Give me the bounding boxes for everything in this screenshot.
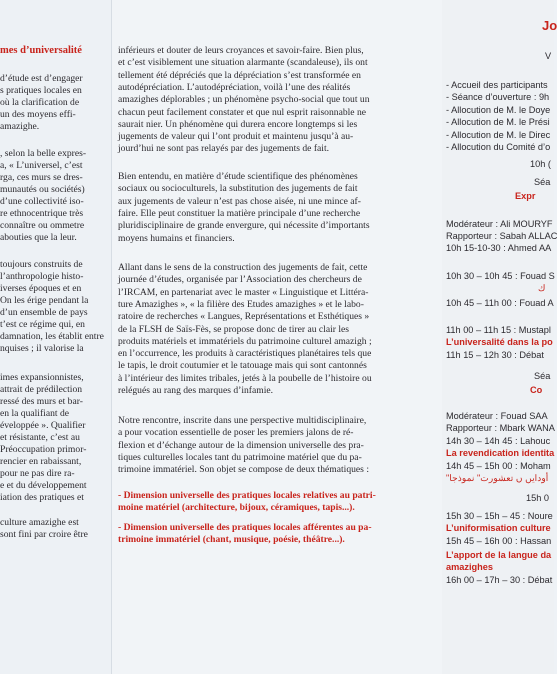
- talk-8-title-line-2: amazighes: [446, 562, 493, 572]
- body-paragraph-line: et c’est visiblement une situation alarmante (scandaleuse), ils ont: [118, 57, 368, 69]
- left-text-line: ressé des murs et bar-: [0, 396, 83, 407]
- body-paragraph-line: en l’occurrence, les produits à caractéristiques planétaires tels que: [118, 348, 372, 360]
- body-paragraph-line: Allant dans le sens de la construction des jugements de fait, cette: [118, 262, 368, 273]
- talk-4: 11h 00 – 11h 15 : Mustapl: [446, 325, 551, 335]
- body-paragraph-line: chacun peut facilement constater et que nul esprit raisonnable ne: [118, 106, 367, 118]
- body-paragraph-line: de la FLSH de Saïs-Fès, se propose donc de tirer au clair les: [118, 323, 349, 335]
- body-paragraph-line: flexion et d’échange autour de la dimension universelle des pra-: [118, 439, 364, 451]
- talk-8-title-line-1: L’apport de la langue da: [446, 550, 552, 560]
- left-text-line: iverses époques et en: [0, 283, 82, 294]
- body-paragraph-line: autodépréciation. L’autodépréciation, voilà l’une des réalités: [118, 81, 351, 93]
- theme-line: trimoine immatériel (chant, musique, poésie, théâtre...).: [118, 534, 345, 546]
- left-text-line: rga, ces murs se dres-: [0, 172, 83, 183]
- body-paragraph-line: saurait nier. Un phénomène qui durera encore longtemps si les: [118, 118, 358, 130]
- break-2: 15h 0: [526, 493, 549, 503]
- left-text-line: nquises ; il valorise la: [0, 343, 84, 354]
- left-text-line: d’un ensemble de pays: [0, 307, 88, 318]
- left-text-line: l’anthropologie histo-: [0, 271, 84, 282]
- left-text-line: munautés ou sociétés): [0, 184, 85, 195]
- session-2-label: Séa: [534, 371, 551, 381]
- body-paragraph-line: Notre rencontre, inscrite dans une perspective multidisciplinaire,: [118, 415, 367, 426]
- body-paragraph-line: journée d’études, organisée par l’Association des chercheurs de: [118, 274, 362, 286]
- talk-5-title: La revendication identita: [446, 448, 555, 458]
- talk-2: 10h 30 – 10h 45 : Fouad S: [446, 271, 555, 281]
- body-paragraph-line: inférieurs et douter de leurs croyances et savoir-faire. Bien plus,: [118, 45, 364, 56]
- body-paragraph-line: aux jugements de valeur n’est pas chose aisée, ni une mince af-: [118, 195, 361, 207]
- body-paragraph-line: ture Amazighes », « la filière des Etudes amazighes » et le labo-: [118, 298, 364, 310]
- moderator-2: Modérateur : Fouad SAA: [446, 411, 548, 421]
- body-paragraph-line: à l’intérieur des limites tribales, jetés à la poubelle de l’histoire ou: [118, 372, 372, 384]
- left-text-line: et résistante, c’est au: [0, 432, 80, 443]
- left-text-line: toujours construits de: [0, 259, 83, 270]
- body-paragraph-line: ratoire de recherches « Langues, Représentations et Esthétiques »: [118, 311, 370, 323]
- talk-7-title: L’uniformisation culture: [446, 523, 551, 533]
- opening-item: - Allocution de M. le Direc: [446, 129, 551, 140]
- left-text-line: e et du développement: [0, 480, 87, 491]
- left-text-line: éveloppée ». Qualifier: [0, 420, 86, 431]
- body-paragraph-line: jourd’hui ne sont pas relayés par des jugements de fait.: [118, 143, 330, 155]
- body-paragraph-line: moyens humains et financiers.: [118, 232, 235, 244]
- talk-8: 15h 45 – 16h 00 : Hassan: [446, 536, 552, 546]
- left-text-line: d’une collectivité iso-: [0, 196, 84, 207]
- body-paragraph-line: Bien entendu, en matière d’étude scientifique des phénomènes: [118, 171, 358, 182]
- program-subtitle: V: [545, 51, 552, 61]
- break-time: 10h (: [530, 159, 551, 169]
- debate-2: 16h 00 – 17h – 30 : Débat: [446, 575, 553, 585]
- left-text-line: t’est ce régime qui, en: [0, 319, 85, 330]
- left-text-line: un des moyens effi-: [0, 109, 76, 120]
- talk-5: 14h 30 – 14h 45 : Lahouc: [446, 436, 551, 446]
- body-paragraph-line: a pour vocation essentielle de poser les premiers jalons de ré-: [118, 427, 354, 439]
- middle-column: [112, 0, 442, 674]
- left-text-line: en la qualifiant de: [0, 408, 69, 419]
- talk-1: 10h 15-10-30 : Ahmed AA: [446, 243, 552, 253]
- opening-item: - Séance d’ouverture : 9h: [446, 92, 550, 103]
- left-heading: mes d’universalité: [0, 45, 82, 56]
- talk-7: 15h 30 – 15h – 45 : Noure: [446, 511, 553, 521]
- opening-item: - Allocution de M. le Doye: [446, 104, 551, 115]
- left-text-line: connaître ou ommetre: [0, 220, 85, 231]
- body-paragraph-line: le tapis, le droit coutumier et le tatouage mais qui sont cantonnés: [118, 360, 367, 372]
- opening-item: - Allocution du Comité d’o: [446, 142, 551, 152]
- left-text-line: attrait de prédilection: [0, 384, 83, 395]
- left-text-line: imes expansionnistes,: [0, 372, 84, 383]
- body-paragraph-line: sociaux ou socioculturels, la substitution des jugements de fait: [118, 183, 358, 195]
- theme-line: - Dimension universelle des pratiques locales afférentes au pa-: [118, 522, 372, 533]
- body-paragraph-line: pluridisciplinaire de grande envergure, qui nécessite d’importants: [118, 220, 370, 232]
- left-text-line: Préoccupation primor-: [0, 444, 87, 455]
- session-1-label: Séa: [534, 177, 551, 187]
- left-text-line: re ethnocentrique très: [0, 208, 84, 219]
- left-text-line: s pratiques locales en: [0, 85, 82, 96]
- left-text-line: damnation, les établit entre: [0, 331, 104, 342]
- left-text-line: , selon la belle expres-: [0, 148, 87, 159]
- theme-line: - Dimension universelle des pratiques locales relatives au patri-: [118, 490, 376, 501]
- left-text-line: abouties que la leur.: [0, 232, 77, 243]
- body-paragraph-line: l’IRCAM, en partenariat avec le master « Linguistique et Littéra-: [118, 286, 369, 298]
- theme-line: moine matériel (architecture, bijoux, céramiques, tapis...).: [118, 502, 355, 514]
- right-column-program: [442, 0, 557, 674]
- body-paragraph-line: tellement été dépréciés que la dépréciation s’est transformée en: [118, 69, 361, 81]
- session-2-title: Co: [530, 385, 543, 395]
- talk-4-title: L’universalité dans la po: [446, 337, 553, 347]
- left-text-line: culture amazighe est: [0, 517, 79, 528]
- debate-1: 11h 15 – 12h 30 : Débat: [446, 350, 544, 360]
- left-text-line: pour ne pas dire ra-: [0, 468, 75, 479]
- body-paragraph-line: amazighes déplorables ; un phénomène psycho-social que tout un: [118, 94, 370, 106]
- session-1-title: Expr: [515, 191, 536, 201]
- left-text-line: a, « L’universel, c’est: [0, 160, 83, 171]
- talk-3: 10h 45 – 11h 00 : Fouad A: [446, 298, 554, 308]
- body-paragraph-line: jugements de valeur qui l’ont produit et maintenu jusqu’à au-: [118, 131, 354, 143]
- left-text-line: où la clarification de: [0, 97, 80, 108]
- left-text-line: amazighe.: [0, 121, 40, 132]
- body-paragraph-line: tiques culturelles locales tant du patrimoine matériel que du pa-: [118, 451, 362, 463]
- left-text-line: iation des pratiques et: [0, 492, 84, 503]
- opening-item: - Allocution de M. le Prési: [446, 117, 550, 128]
- left-column: [0, 0, 112, 674]
- opening-item: - Accueil des participants: [446, 80, 548, 90]
- left-text-line: d’étude est d’engager: [0, 73, 83, 84]
- body-paragraph-line: trimoine immatériel. Son objet se compose de deux thématiques :: [118, 464, 369, 476]
- rapporteur-1: Rapporteur : Sabah ALLAC: [446, 231, 557, 241]
- moderator-1: Modérateur : Ali MOURYF: [446, 219, 553, 229]
- left-text-line: On les érige pendant la: [0, 295, 89, 306]
- body-paragraph-line: produits matériels et immatériels du patrimoine culturel amazigh ;: [118, 335, 372, 347]
- left-text-line: rencier en rabaissant,: [0, 456, 82, 467]
- talk-2-arabic: ك: [538, 283, 546, 293]
- body-paragraph-line: faire. Elle peut constituer la matière principale d’une recherche: [118, 207, 361, 219]
- body-paragraph-line: relégués au rang des marques d’infamie.: [118, 385, 274, 396]
- left-text-line: sont fini par croire être: [0, 529, 88, 540]
- rapporteur-2: Rapporteur : Mbark WANA: [446, 423, 555, 433]
- talk-6-arabic: "أودايں ں تعشورت" نموذجا: [446, 473, 549, 483]
- program-title: Jo: [542, 18, 557, 33]
- talk-6: 14h 45 – 15h 00 : Moham: [446, 461, 551, 471]
